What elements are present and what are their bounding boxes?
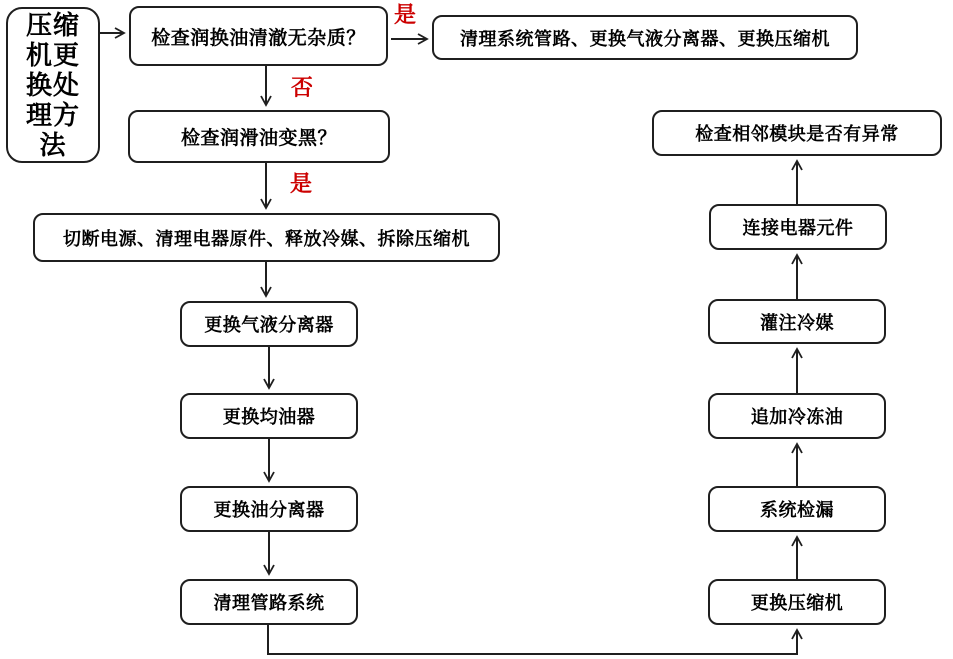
title-line: 法 xyxy=(39,130,67,160)
node-cut-power xyxy=(33,213,500,262)
title-line: 机更 xyxy=(25,40,80,70)
node-check-oil-black xyxy=(128,110,390,163)
node-label: 更换均油器 xyxy=(222,407,316,427)
node-connect-electrical xyxy=(709,204,887,250)
node-label: 清理管路系统 xyxy=(213,593,325,613)
node-check-adjacent-modules xyxy=(652,110,942,156)
node-add-refrigeration-oil xyxy=(708,393,886,439)
node-label: 更换油分离器 xyxy=(213,500,325,520)
edge-label-no-oil-clear: 否 xyxy=(291,75,314,100)
node-replace-gas-liquid-separator xyxy=(180,301,358,347)
node-label: 清理系统管路、更换气液分离器、更换压缩机 xyxy=(460,28,830,49)
node-replace-oil-separator xyxy=(180,486,358,532)
title-line: 换处 xyxy=(25,70,80,100)
node-replace-compressor xyxy=(708,579,886,625)
node-label: 灌注冷媒 xyxy=(760,312,834,333)
node-label: 检查润换油清澈无杂质？ xyxy=(151,27,366,49)
node-fill-refrigerant xyxy=(708,299,886,344)
node-system-leak-check xyxy=(708,486,886,532)
edge-label-yes-oil-black: 是 xyxy=(290,171,313,196)
edge-label-yes-oil-clear: 是 xyxy=(394,2,417,27)
node-clean-system xyxy=(432,15,858,60)
node-label: 追加冷冻油 xyxy=(750,407,844,427)
node-clean-pipe-system xyxy=(180,579,358,625)
node-check-oil-clear xyxy=(129,6,388,66)
node-label: 更换气液分离器 xyxy=(204,315,334,335)
title-line: 压缩 xyxy=(25,10,80,40)
node-label: 系统检漏 xyxy=(760,500,834,520)
title-line: 理方 xyxy=(25,100,80,130)
node-title xyxy=(6,7,100,163)
node-replace-oil-equalizer xyxy=(180,393,358,439)
node-label: 连接电器元件 xyxy=(742,218,854,238)
edge-clean-pipe-system-to-replace-compressor xyxy=(268,625,797,654)
node-label: 检查润滑油变黑？ xyxy=(180,128,337,149)
node-label: 检查相邻模块是否有异常 xyxy=(695,124,899,144)
node-label: 切断电源、清理电器原件、释放冷媒、拆除压缩机 xyxy=(63,228,470,249)
node-label: 更换压缩机 xyxy=(750,593,844,613)
